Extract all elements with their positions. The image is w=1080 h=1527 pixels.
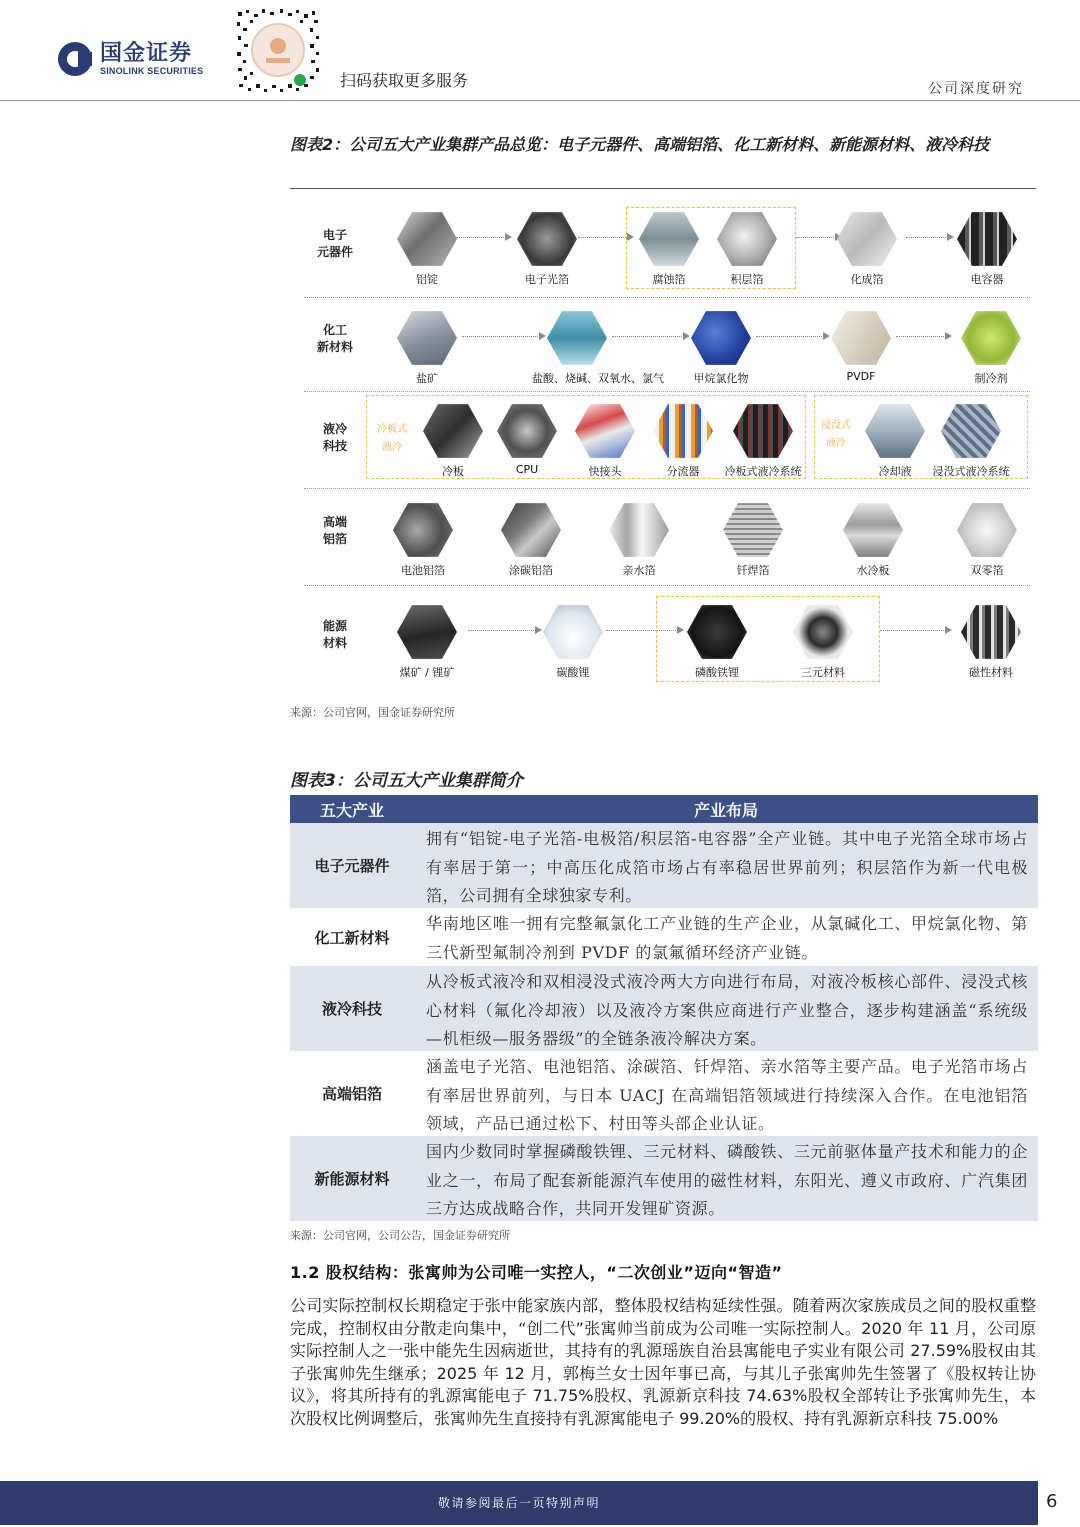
product-label: 电容器 xyxy=(970,273,1004,286)
cluster-energy-materials xyxy=(304,596,1030,684)
product-item xyxy=(560,403,650,479)
product-label: PVDF xyxy=(846,370,876,383)
product-image xyxy=(423,403,483,459)
table-row xyxy=(290,908,1038,966)
table-row-desc: 华南地区唯一拥有完整氟氯化工产业链的生产企业，从氯碱化工、甲烷氯化物、第三代新型氟制冷剂到 PVDF 的氯氟循环经济产业链。 xyxy=(426,914,1028,962)
table-row-name: 化工新材料 xyxy=(314,928,390,947)
product-label: 亲水箔 xyxy=(622,564,656,577)
product-item xyxy=(946,310,1036,386)
product-item xyxy=(624,211,714,287)
product-item xyxy=(594,502,684,578)
product-item xyxy=(382,310,472,386)
page-header xyxy=(0,0,1080,102)
product-image xyxy=(393,502,453,558)
cluster-divider xyxy=(304,585,1030,586)
product-label: 浸没式液冷系统 xyxy=(932,465,1010,478)
product-item xyxy=(486,502,576,578)
product-item xyxy=(828,502,918,578)
product-label: 盐矿 xyxy=(416,372,438,385)
product-image xyxy=(397,211,457,267)
product-image xyxy=(717,211,777,267)
cluster-label: 液冷 科技 xyxy=(322,422,347,453)
product-item xyxy=(942,502,1032,578)
product-item xyxy=(702,211,792,287)
product-label: CPU xyxy=(515,463,539,476)
product-image xyxy=(865,403,925,459)
product-label: 磷酸铁锂 xyxy=(695,666,739,679)
product-label: 煤矿 / 锂矿 xyxy=(399,666,455,679)
table-row-name: 新能源材料 xyxy=(314,1170,390,1188)
product-label: 制冷剂 xyxy=(974,372,1008,385)
cluster-label: 化工 新材料 xyxy=(316,323,353,354)
product-item xyxy=(532,310,664,386)
table-row-desc: 拥有“铝锭-电子光箔-电极箔/积层箔-电容器”全产业链。其中电子光箔全球市场占有率居于第一；中高压化成箔市场占有率稳居世界前列；积层箔作为新一代电极箔，公司拥有全球独家专利。 xyxy=(426,829,1028,905)
product-item xyxy=(822,211,912,287)
product-label: 冷板式液冷系统 xyxy=(724,465,802,478)
product-image xyxy=(941,403,1001,459)
cluster-chemicals xyxy=(304,302,1030,390)
product-image xyxy=(961,604,1021,660)
product-item xyxy=(946,604,1036,680)
product-image xyxy=(843,502,903,558)
table-row xyxy=(290,1136,1038,1221)
cold-plate-tag: 冷板式 液冷 xyxy=(377,424,407,453)
section-heading: 1.2 股权结构：张寓帅为公司唯一实控人，“二次创业”迈向“智造” xyxy=(290,1263,783,1282)
figure2-title-rule xyxy=(290,188,1036,189)
cluster-electronics xyxy=(304,205,1030,293)
product-image xyxy=(957,502,1017,558)
product-item xyxy=(778,604,868,680)
table-header-industry: 五大产业 xyxy=(319,801,384,820)
product-label: 甲烷氯化物 xyxy=(693,372,749,385)
product-image xyxy=(609,502,669,558)
table-row xyxy=(290,1051,1038,1136)
product-label: 水冷板 xyxy=(856,564,890,577)
product-image xyxy=(397,310,457,366)
product-image xyxy=(397,604,457,660)
page-number: 6 xyxy=(1046,1491,1058,1512)
product-image xyxy=(687,604,747,660)
immersion-tag: 浸没式 液冷 xyxy=(821,420,851,449)
product-label: 积层箔 xyxy=(730,273,764,286)
product-label: 双零箔 xyxy=(970,564,1004,577)
footer-disclaimer[interactable]: 敬请参阅最后一页特别声明 xyxy=(437,1496,600,1510)
product-image xyxy=(961,310,1021,366)
product-label: 分流器 xyxy=(666,465,700,478)
cluster-divider xyxy=(304,391,1030,392)
product-item xyxy=(482,403,572,476)
product-image xyxy=(543,604,603,660)
cluster-label: 高端 铝箔 xyxy=(322,515,347,546)
product-label: 盐酸、烧碱、双氧水、氯气 xyxy=(532,372,664,385)
product-item xyxy=(672,604,762,680)
product-image xyxy=(497,403,557,459)
product-image xyxy=(793,604,853,660)
logo-icon xyxy=(58,42,92,76)
table-row xyxy=(290,966,1038,1051)
cluster-label: 能源 材料 xyxy=(322,619,347,650)
product-item xyxy=(816,310,906,383)
table-row-desc: 国内少数同时掌握磷酸铁锂、三元材料、磷酸铁、三元前驱体量产技术和能力的企业之一，布局了配套新能源汽车使用的磁性材料，东阳光、遵义市政府、广汽集团三方达成战略合作，共同开发锂矿资源。 xyxy=(426,1142,1028,1218)
product-label: 钎焊箔 xyxy=(736,564,770,577)
product-label: 快接头 xyxy=(588,465,622,478)
qr-caption: 扫码获取更多服务 xyxy=(340,71,469,90)
figure3-source: 来源：公司官网，公司公告，国金证券研究所 xyxy=(290,1229,510,1242)
report-type: 公司深度研究 xyxy=(928,81,1024,97)
figure2-source: 来源：公司官网，国金证券研究所 xyxy=(290,706,455,719)
product-image xyxy=(575,403,635,459)
product-label: 磁性材料 xyxy=(969,666,1013,679)
product-item xyxy=(382,211,472,287)
product-label: 冷却液 xyxy=(878,465,912,478)
section-body: 公司实际控制权长期稳定于张中能家族内部，整体股权结构延续性强。随着两次家族成员之间的股权重整完成，控制权由分散走向集中，“创二代”张寓帅当前成为公司唯一实际控制人。2020 年 11 月，公司原实际控制人之一张中能先生因病逝世，其持有的乳源瑶族自治县寓能电子实业有限公司 27.59%股权由其子张寓帅先生继承；2025 年 12 月，郭梅兰女士因年事已高，与其儿子张寓帅先生签署了《股权转让协议》，将其所持有的乳源寓能电子 71.75%股权、乳源新京科技 74.63%股权全部转让予张寓帅先生，本次股权比例调整后，张寓帅先生直接持有乳源寓能电子 99.20%的股权、持有乳源新京科技 75.00% xyxy=(290,1296,1036,1428)
product-label: 三元材料 xyxy=(801,666,845,679)
figure3-title: 图表3：公司五大产业集群简介 xyxy=(290,771,523,791)
cluster-divider xyxy=(304,297,1030,298)
table-header xyxy=(290,795,1038,823)
product-label: 碳酸锂 xyxy=(556,666,590,679)
product-label: 冷板 xyxy=(442,465,464,478)
product-item xyxy=(528,604,618,680)
product-image xyxy=(837,211,897,267)
product-image xyxy=(547,310,607,366)
logo-cn-text: 国金证券 xyxy=(100,41,193,66)
product-label: 电池铝箔 xyxy=(401,564,445,577)
product-item xyxy=(382,604,472,680)
product-item xyxy=(718,403,808,479)
flow-arrow xyxy=(880,630,950,631)
table-row xyxy=(290,823,1038,908)
product-item xyxy=(708,502,798,578)
product-image xyxy=(691,310,751,366)
logo-en-text: SINOLINK SECURITIES xyxy=(100,66,204,76)
product-item xyxy=(502,211,592,287)
product-image xyxy=(653,403,713,459)
product-item xyxy=(676,310,766,386)
cluster-label: 电子 元器件 xyxy=(316,228,353,259)
table-header-layout: 产业布局 xyxy=(693,801,758,820)
cluster-liquid-cooling xyxy=(304,395,1030,483)
page-footer xyxy=(0,1481,1038,1525)
product-label: 铝锭 xyxy=(416,273,438,286)
product-label: 电子光箔 xyxy=(525,273,569,286)
product-image xyxy=(639,211,699,267)
product-label: 化成箔 xyxy=(850,273,884,286)
product-image xyxy=(501,502,561,558)
table-row-desc: 从冷板式液冷和双相浸没式液冷两大方向进行布局，对液冷板核心部件、浸没式核心材料（氟化冷却液）以及液冷方案供应商进行产业整合，逐步构建涵盖“系统级—机柜级—服务器级”的全链条液冷解决方案。 xyxy=(426,972,1028,1048)
product-image xyxy=(831,310,891,366)
table-row-desc: 涵盖电子光箔、电池铝箔、涂碳箔、钎焊箔、亲水箔等主要产品。电子光箔市场占有率居世界前列，与日本 UACJ 在高端铝箔领域进行持续深入合作。在电池铝箔领域，产品已通过松下、村田等头部企业认证。 xyxy=(426,1057,1028,1133)
product-item xyxy=(378,502,468,578)
product-item xyxy=(942,211,1032,287)
cluster-divider xyxy=(304,488,1030,489)
table-row-name: 高端铝箔 xyxy=(321,1085,382,1103)
table-row-name: 液冷科技 xyxy=(321,1000,382,1018)
header-divider xyxy=(0,100,1080,101)
company-logo xyxy=(58,42,203,76)
table-row-name: 电子元器件 xyxy=(314,857,390,875)
cluster-aluminum-foil xyxy=(304,494,1030,582)
product-image xyxy=(723,502,783,558)
figure2-title: 图表2：公司五大产业集群产品总览：电子元器件、高端铝箔、化工新材料、新能源材料、液冷科技 xyxy=(290,135,990,154)
product-label: 涂碳铝箔 xyxy=(509,564,553,577)
product-item xyxy=(638,403,728,479)
product-image xyxy=(517,211,577,267)
product-image xyxy=(733,403,793,459)
product-label: 腐蚀箔 xyxy=(652,273,686,286)
product-image xyxy=(957,211,1017,267)
qr-code-icon[interactable] xyxy=(234,6,322,94)
product-item xyxy=(926,403,1016,479)
